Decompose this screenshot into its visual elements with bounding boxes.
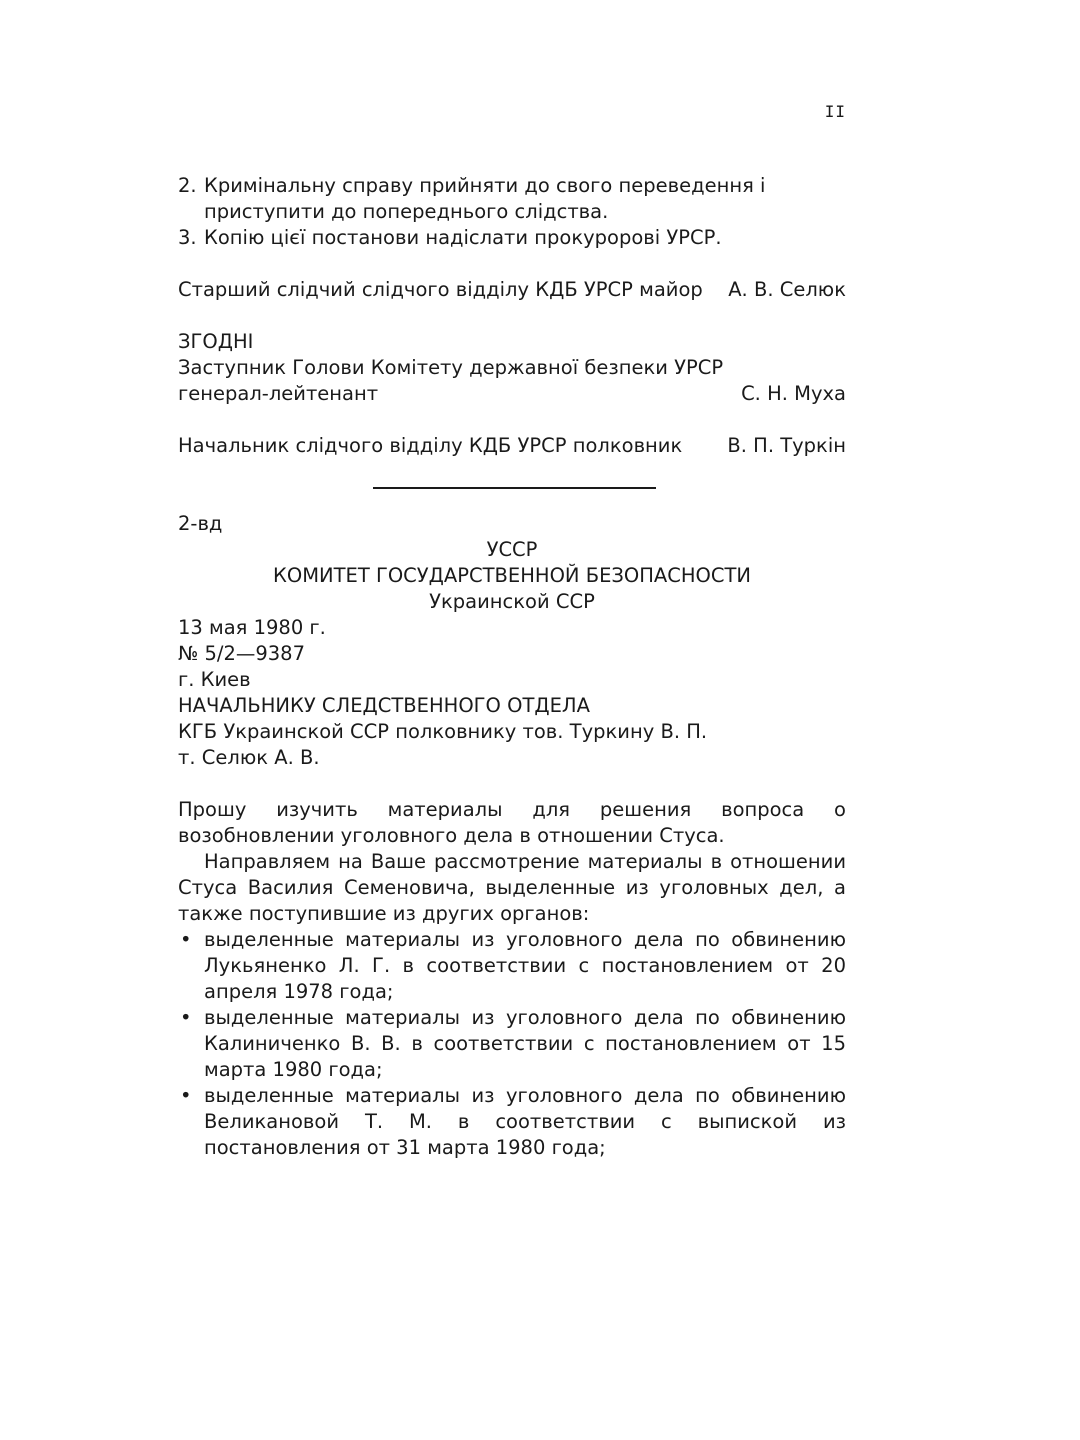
item-number: 2. [178, 174, 197, 197]
letter-city: г. Киев [178, 668, 251, 691]
list-item [178, 1005, 846, 1083]
bullet-icon: • [180, 1084, 192, 1107]
addressee-line: КГБ Украинской ССР полковнику тов. Туркину В. П. [178, 720, 708, 743]
signatory-name: С. Н. Муха [741, 382, 846, 405]
signatory-title: Старший слідчий слідчого відділу КДБ УРСР майор [178, 278, 703, 301]
list-item-text: выделенные материалы из уголовного дела по обвинению Великановой Т. М. в соответствии с выпиской из постановления от 31 марта 1980 года; [204, 1084, 846, 1159]
item-text: Копію цієї постанови надіслати прокуророві УРСР. [204, 226, 722, 249]
numbered-item [178, 225, 846, 251]
signatory-name: А. В. Селюк [728, 278, 846, 301]
list-item-text: выделенные материалы из уголовного дела по обвинению Лукьяненко Л. Г. в соответствии с постановлением от 20 апреля 1978 года; [204, 928, 846, 1003]
addressee-line: НАЧАЛЬНИКУ СЛЕДСТВЕННОГО ОТДЕЛА [178, 694, 590, 717]
signature-row [178, 277, 846, 303]
section-divider-wrap [178, 487, 846, 489]
signature-row [178, 433, 846, 459]
numbered-item [178, 173, 846, 225]
item-number: 3. [178, 226, 197, 249]
document-code: 2-вд [178, 512, 223, 535]
resolution-note: Прошу изучить материалы для решения вопроса о возобновлении уголовного дела в отношении Стуса. [178, 798, 846, 847]
page-number: II [824, 102, 846, 121]
section-divider [373, 487, 656, 489]
item-text: Кримінальну справу прийняти до свого переведення і приступити до попереднього слідства. [204, 174, 766, 223]
signatory-name: В. П. Туркін [727, 434, 846, 457]
letter-date: 13 мая 1980 г. [178, 616, 326, 639]
signature-row [178, 381, 846, 407]
letterhead-line: УССР [486, 538, 538, 561]
letter-number: № 5/2—9387 [178, 642, 305, 665]
list-item [178, 927, 846, 1005]
bullet-icon: • [180, 1006, 192, 1029]
agreed-title: Заступник Голови Комітету державної безпеки УРСР [178, 356, 724, 379]
letterhead-line: КОМИТЕТ ГОСУДАРСТВЕННОЙ БЕЗОПАСНОСТИ [273, 564, 751, 587]
addressee-line: т. Селюк А. В. [178, 746, 320, 769]
agreed-heading: ЗГОДНІ [178, 330, 254, 353]
resolution-block [178, 173, 846, 459]
signatory-title: Начальник слідчого відділу КДБ УРСР полковник [178, 434, 683, 457]
list-item-text: выделенные материалы из уголовного дела по обвинению Калиниченко В. В. в соответствии с постановлением от 15 марта 1980 года; [204, 1006, 846, 1081]
signatory-title: генерал-лейтенант [178, 382, 379, 405]
letterhead-line: Украинской ССР [429, 590, 595, 613]
bullet-icon: • [180, 928, 192, 951]
body-paragraph: Направляем на Ваше рассмотрение материалы в отношении Стуса Василия Семеновича, выделенные из уголовных дел, а также поступившие из других органов: [178, 850, 846, 925]
letter-block [178, 511, 846, 1161]
list-item [178, 1083, 846, 1161]
